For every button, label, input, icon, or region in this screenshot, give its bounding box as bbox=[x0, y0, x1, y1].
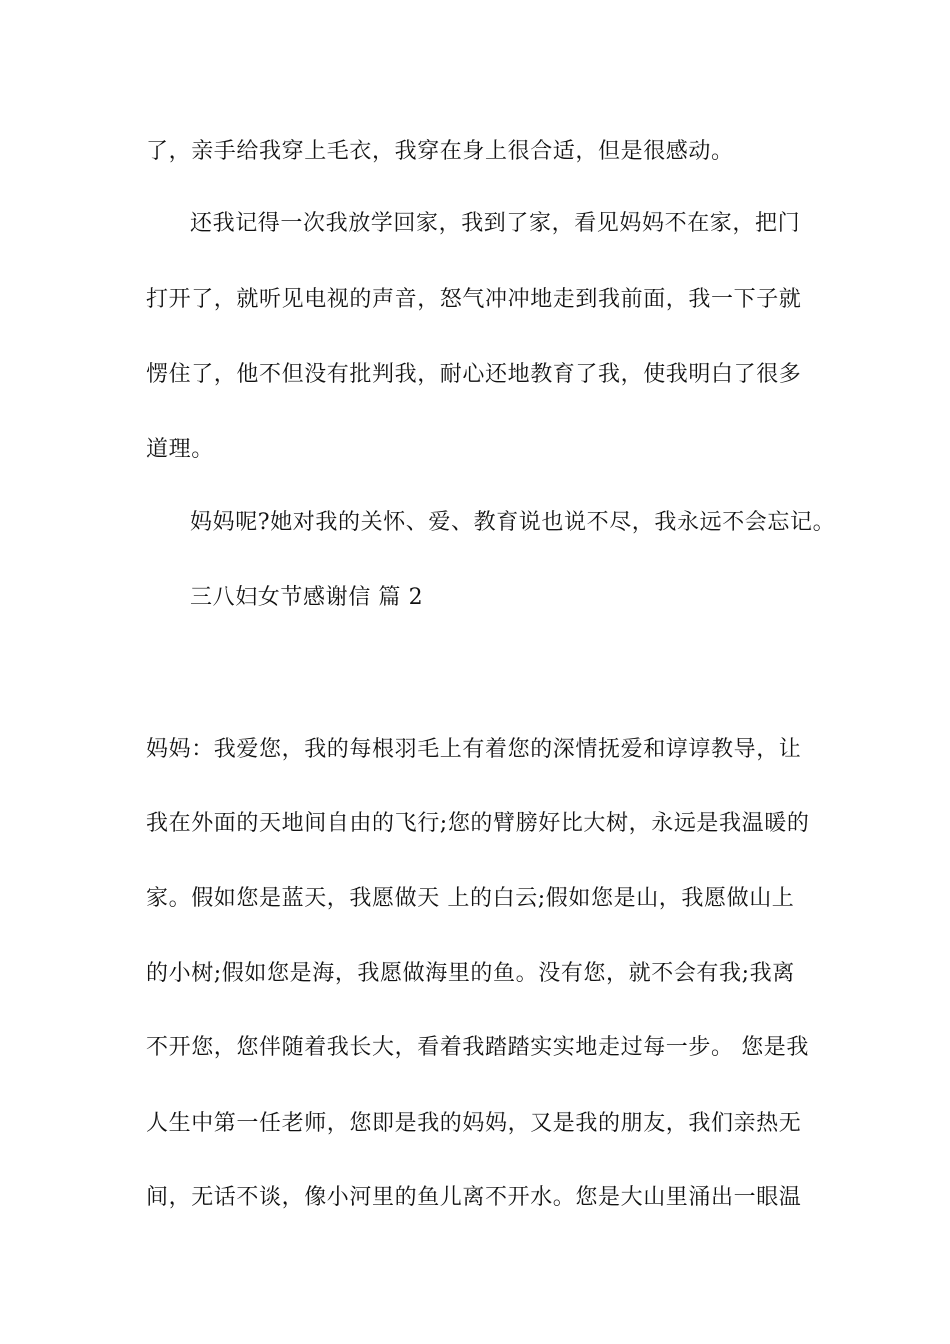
paragraph-line: 还我记得一次我放学回家，我到了家，看见妈妈不在家，把门 bbox=[190, 211, 801, 236]
paragraph-line: 人生中第一任老师，您即是我的妈妈，又是我的朋友，我们亲热无 bbox=[146, 1111, 802, 1136]
paragraph-line: 我在外面的天地间自由的飞行;您的臂膀好比大树，永远是我温暖的 bbox=[146, 811, 810, 836]
paragraph-line: 妈妈：我爱您，我的每根羽毛上有着您的深情抚爱和谆谆教导，让 bbox=[146, 737, 802, 762]
paragraph-line: 不开您，您伴随着我长大，看着我踏踏实实地走过每一步。 您是我 bbox=[146, 1035, 809, 1060]
paragraph-line: 了，亲手给我穿上毛衣，我穿在身上很合适，但是很感动。 bbox=[146, 139, 734, 164]
paragraph-line: 家。假如您是蓝天，我愿做天 上的白云;假如您是山，我愿做山上 bbox=[146, 886, 795, 911]
paragraph-line: 间，无话不谈，像小河里的鱼儿离不开水。您是大山里涌出一眼温 bbox=[146, 1185, 802, 1210]
paragraph-line: 妈妈呢?她对我的关怀、爱、教育说也说不尽，我永远不会忘记。 bbox=[190, 510, 836, 535]
section-heading: 三八妇女节感谢信 篇 2 bbox=[190, 585, 424, 610]
paragraph-line: 打开了，就听见电视的声音，怒气冲冲地走到我前面，我一下子就 bbox=[146, 287, 802, 312]
paragraph-line: 道理。 bbox=[146, 437, 214, 462]
paragraph-line: 的小树;假如您是海，我愿做海里的鱼。没有您，就不会有我;我离 bbox=[146, 961, 795, 986]
paragraph-line: 愣住了，他不但没有批判我，耐心还地教育了我，使我明白了很多 bbox=[146, 362, 802, 387]
